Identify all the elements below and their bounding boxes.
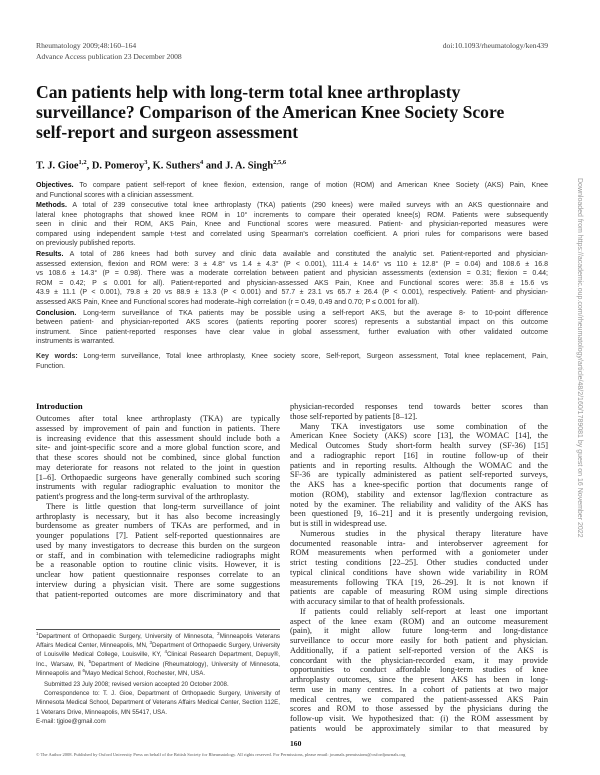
abstract-section (36, 181, 548, 200)
body-column-right (290, 402, 548, 734)
author-affiliation-marker: 3 (144, 159, 148, 166)
paragraph-label: Methods. (36, 202, 67, 210)
correspondence: Correspondence to: T. J. Gioe, Department of Orthopaedic Surgery, University of Minnesota Medical School, Department of Veterans Affairs Medical Center, Section 112E, 1 Veterans Drive, Minneapolis, MN 55417, USA. (36, 690, 280, 716)
author-affiliation-marker: 2,5,6 (273, 159, 287, 166)
text-line: unclear how patient questionnaire responses correlate to an (36, 570, 280, 579)
text-line: compared using independent sample t-test and correlated using Spearman's correlation coefficient. A priori rules for comparisons were based (36, 230, 548, 238)
paragraph-label: Key words: (36, 353, 78, 360)
text-line: Methods. A total of 239 consecutive total knee arthroplasty (TKA) patients (290 knees) were mailed surveys with an AKS questionnaire and (36, 202, 548, 210)
copyright-notice: © The Author 2008. Published by Oxford University Press on behalf of the British Society for Rheumatology. All rights reserved. For Permissions, please email: journals.permissions@oxfordjournals.org (36, 752, 406, 757)
text-line: SF-36 are typically administered as patient self-reported surveys, (290, 470, 548, 480)
footnote-block (36, 632, 280, 726)
text-line: arthroplasty is necessary, but it has also become increasingly (36, 511, 280, 521)
affiliation-text: Department of Orthopaedic Surgery, University of Minnesota, (38, 633, 218, 640)
paragraph-label: Results. (36, 251, 64, 259)
abstract (36, 181, 548, 348)
text-line: typical clinical conditions have shown wide variability in ROM (290, 567, 548, 577)
text-line: ROM = 0.42; P ≤ 0.001 for all). Patient-reported and physician-assessed AKS Pain, Knee and Functional scores were: 35.8 ± 15.6 vs (36, 279, 548, 287)
download-watermark: Downloaded from https://academic.oup.com/rheumatology/article/48/2/160/1789081 by guest on 16 November 2022 (576, 178, 583, 538)
text-line: Conclusion. Long-term surveillance of TKA patients may be possible using a self-report AKS, but the average 8- to 10-point difference (36, 309, 548, 317)
text-line: but is still in widespread use. (290, 519, 387, 528)
text-line: patients would be approximately similar to that measured by (290, 723, 548, 733)
text-line: scores and ROM to those assessed by the physicians during the (290, 704, 548, 714)
text-line: Many TKA investigators use some combination of the (300, 421, 548, 431)
affiliation-marker: 2 (217, 630, 220, 636)
text-line: Additionally, if a patient self-reported version of the AKS is (290, 645, 548, 655)
text-line: patients are capable of measuring ROM using simple directions (290, 587, 548, 597)
text-line: follow-up visit. We hypothesized that: (i) the ROM assessment by (290, 714, 548, 723)
submission-dates: Submitted 23 July 2008; revised version accepted 20 October 2008. (44, 681, 229, 689)
affiliation-marker: 1 (36, 630, 39, 636)
text-line: lateral knee photographs that showed knee ROM in 10° increments to compare their operated knee(s) ROM. Patients were subsequently (36, 211, 548, 219)
text-line: between patient- and physician-reported AKS scores (patients reporting poorer scores) represents a substantial impact on this outcome (36, 319, 548, 327)
title-line: surveillance? Comparison of the American Knee Society Score (36, 102, 505, 122)
affiliation-text: Mayo Medical School, Rochester, MN, USA. (84, 669, 206, 677)
author-name: K. Suthers (152, 160, 200, 172)
text-line: burdensome as greater numbers of TKAs are performed, and in (36, 521, 280, 531)
article-title (36, 82, 556, 142)
text-line: Function. (36, 362, 65, 370)
text-line: those self-reported by patients [8–12]. (290, 411, 418, 421)
text-line: assessed extension, flexion and ROM were: 3 ± 4.8° vs 1.4 ± 4.3° (P < 0.001), 111.4 ± 14.6° vs 110 ± 12.8° (P = 0.04) and 108.6 ± 16.8 (36, 260, 548, 268)
author-affiliation-marker: 1,2 (78, 159, 87, 166)
journal-citation: Rheumatology 2009;48:160–164 (36, 41, 137, 50)
text-line: instrument. Since patient-reported responses have clear value in global assessment, further evaluation with other validated outcome (36, 328, 548, 336)
text-line: younger populations [7]. Patient self-reported questionnaires are (36, 531, 280, 540)
text-line: and Functional scores with a clinician assessment. (36, 191, 194, 199)
text-line: that these scores should not be combined, since global function (36, 453, 280, 462)
text-line: surveillance to occur more easily for both patient and physician. (290, 636, 548, 645)
affiliations-footnote (36, 632, 280, 678)
affiliation-marker: 4 (164, 649, 167, 655)
text-line: vs 108.6 ± 14.3° (P = 0.98). There was a moderate correlation between patient and physician assessments (extension = 0.31; flexion = 0.44; (36, 270, 548, 278)
text-line: the AKS has a knee-specific portion that documents range of (290, 480, 548, 489)
advance-access-date: Advance Access publication 23 December 2008 (36, 52, 182, 61)
text-line: Key words: Long-term surveillance, Total knee arthroplasty, Knee society score, Self-report, Surgeon assessment, Total knee replacement, Pain, (36, 353, 548, 360)
paragraph-label: Conclusion. (36, 309, 77, 317)
text-line: (pain), it might allow future long-term and long-distance (290, 626, 548, 636)
text-line: Results. A total of 286 knees had both survey and clinic data available and constituted the analytic set. Patient-reported and physician- (36, 251, 548, 259)
affiliation-marker: 6 (82, 667, 85, 673)
text-line: strict testing conditions [22–25]. Other studies conducted under (290, 558, 548, 567)
text-line: seen in clinic and their ROM, AKS Pain, Knee and Functional scores were measured. Patient- and physician-reported measures were (36, 221, 548, 229)
keywords-list (36, 352, 548, 372)
text-line: term use in many centres. In a cohort of patients at two major (290, 684, 548, 694)
text-line: There is little question that long-term surveillance of joint (46, 501, 280, 511)
text-line: documented reasonable intra- and interobserver agreement for (290, 538, 548, 548)
affiliation-text: Department of Medicine (Rheumatology), University of Minnesota, Minneapolis and (36, 660, 280, 677)
body-column-left (36, 414, 280, 599)
paragraph-label: Objectives. (36, 182, 74, 189)
email: E-mail: tjgioe@gmail.com (36, 717, 106, 725)
footnote-divider (36, 629, 280, 630)
affiliation-marker: 5 (88, 658, 92, 664)
text-line: aspect of the knee exam (ROM) and an outcome measurement (290, 616, 548, 626)
text-line: interview during a physician visit. There are some suggestions (36, 579, 280, 589)
doi: doi:10.1093/rheumatology/ken439 (442, 41, 548, 50)
text-line: assessed AKS Pain, Knee and Functional scores had moderate–high correlation (r = 0.49, 0.49 and 0.70; P ≤ 0.001 for all). (36, 298, 420, 306)
title-line: self-report and surgeon assessment (36, 122, 299, 142)
text-line: noted by the examiner. The reliability and validity of the AKS has (290, 499, 548, 509)
abstract-section (36, 309, 548, 347)
text-line: with accuracy similar to that of health professionals. (290, 597, 465, 606)
text-line: been questioned [9, 16–21] and it is presently undergoing revision, (290, 509, 548, 519)
text-line: instruments is warranted. (36, 338, 115, 346)
text-line: concordant with the physician-recorded exam, it may provide (290, 655, 548, 665)
text-line: Objectives. To compare patient self-report of knee flexion, extension, range of motion (ROM) and American Knee Society (AKS) Pain, Knee (36, 182, 548, 189)
text-line: arthroplasty outcomes, since the present AKS has been in long- (290, 675, 548, 684)
text-line: site- and joint-specific score and a more global function score, and (36, 443, 280, 453)
author-name: D. Pomeroy (91, 160, 145, 172)
affiliation-text: Clinical Research Department, Depuy®, Inc., Warsaw, IN, (36, 651, 280, 668)
text-line: Outcomes after total knee arthroplasty (TKA) are typically (36, 414, 280, 423)
text-line: opportunities to conduct affordable long-term studies of knee (290, 665, 548, 675)
abstract-section (36, 201, 548, 249)
text-line: instruments with regular radiographic evaluation to monitor the (36, 482, 280, 492)
text-line: Numerous studies in the physical therapy literature have (300, 528, 548, 538)
text-line: physician-recorded responses tend towards better scores than (290, 402, 548, 411)
section-heading-introduction: Introduction (36, 401, 83, 411)
text-line: used by many investigators to decrease this burden on the surgeon (36, 540, 280, 550)
text-line: measurements following TKA [19, 26–29]. It is not known if (290, 577, 548, 587)
abstract-section (36, 250, 548, 307)
title-line: Can patients help with long-term total knee arthroplasty (36, 82, 461, 102)
affiliation-text: Minneapolis Veterans Affairs Medical Center, Minneapolis, MN, (36, 633, 280, 650)
text-line: patient's progress and the long-term survival of the arthroplasty. (36, 492, 249, 501)
text-line: American Knee Society (AKS) score [13], the WOMAC [14], the (290, 431, 548, 441)
text-line: motion (ROM), stability and extensor lag/flexion contracture as (290, 489, 548, 499)
text-line: If patients could reliably self-report at least one important (300, 606, 548, 616)
affiliation-text: Department of Orthopaedic Surgery, University of Louisville Medical College, Louisville, KY, (36, 642, 280, 659)
text-line: medical centres, we compared the patient-assessed AKS Pain (290, 694, 548, 704)
author-affiliation-marker: 4 (199, 159, 204, 166)
text-line: on previously published reports. (36, 240, 136, 248)
page-number: 160 (290, 739, 302, 748)
author-name: J. A. Singh (225, 160, 274, 172)
text-line: [1–6]. Orthopaedic surgeons have generally combined such scoring (36, 472, 280, 482)
text-line: may deteriorate for reasons not related to the joint in question (36, 462, 280, 472)
author-list: T. J. Gioe$^{1,2}$, D. Pomeroy$^3$, K. Suthers$^4$ and J. A. Singh$^{2,5,6}$ (36, 159, 287, 172)
affiliation-marker: 3 (149, 640, 153, 646)
text-line: patients and in reporting results. Although the WOMAC and the (290, 460, 548, 470)
text-line: assessed by improvement of pain and function in patients. There (36, 423, 280, 433)
text-line: and a radiographic report [16] in routine follow-up of their (290, 450, 548, 460)
text-line: Medical Outcomes Study short-form health survey (SF-36) [15] (290, 441, 548, 450)
text-line: that patient-reported outcomes are more discriminatory and that (36, 589, 280, 599)
text-line: is increasing evidence that this assessment should include both a (36, 433, 280, 443)
text-line: 43.9 ± 11.1 (P < 0.001), 79.8 ± 20 vs 88.9 ± 13.3 (P < 0.001) and 57.7 ± 23.1 vs 65.7 ± 26.4 (P < 0.001), respectively. Patient- and physician- (36, 289, 548, 297)
keywords (36, 352, 548, 372)
text-line: ROM measurements when performed with a goniometer under (290, 548, 548, 558)
author-name: T. J. Gioe (36, 160, 79, 172)
text-line: or staff, and in combination with telemedicine radiographs might (36, 550, 280, 560)
text-line: be a reasonable option to routine clinic visits. However, it is (36, 560, 280, 570)
